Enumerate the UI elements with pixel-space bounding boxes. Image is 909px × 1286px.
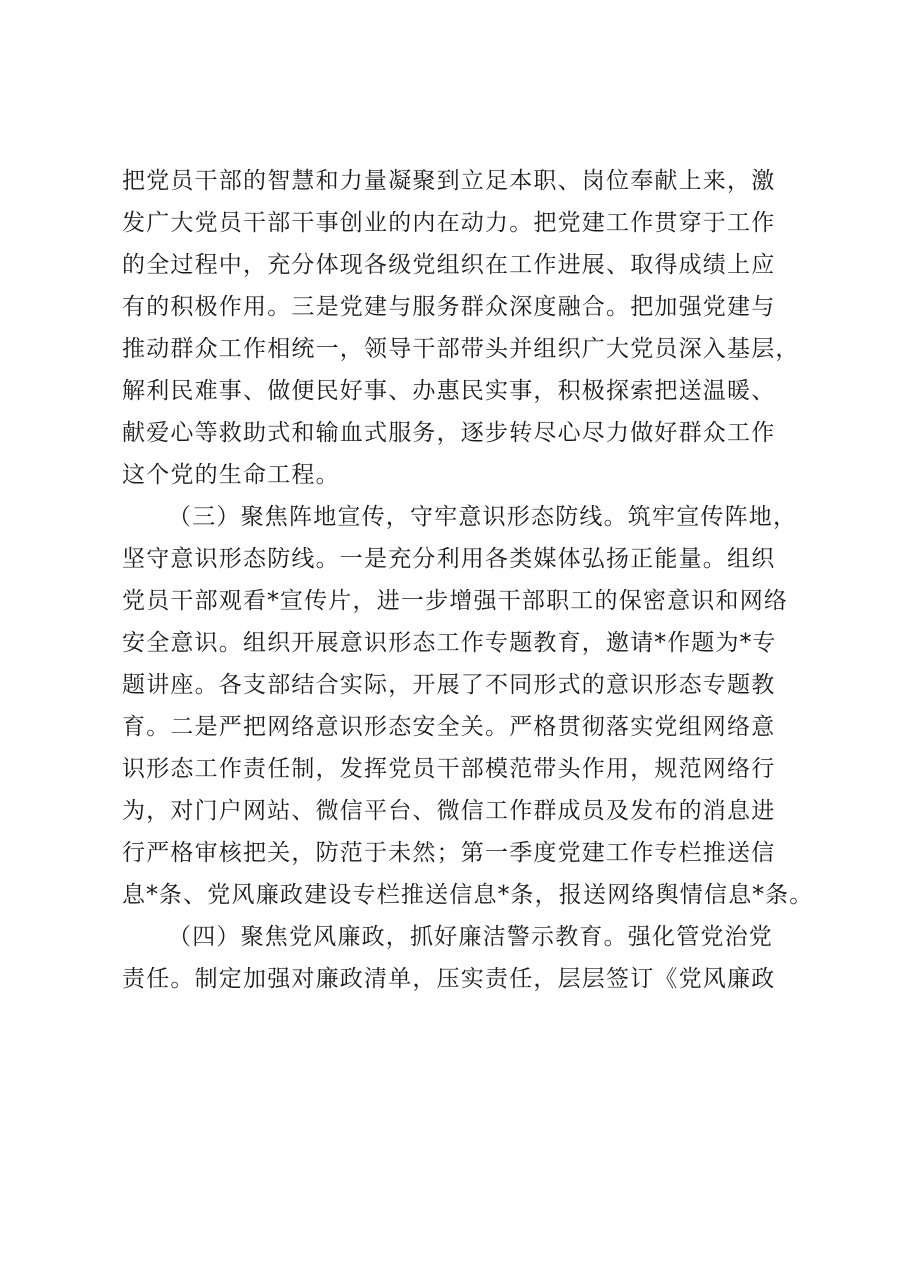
text-line: 的全过程中，充分体现各级党组织在工作进展、取得成绩上应 — [122, 252, 776, 278]
text-line: 推动群众工作相统一，领导干部带头并组织广大党员深入基层， — [122, 336, 800, 362]
text-line: 坚守意识形态防线。一是充分利用各类媒体弘扬正能量。组织 — [122, 546, 776, 572]
text-line: 责任。制定加强对廉政清单，压实责任，层层签订《党风廉政 — [122, 966, 776, 992]
text-line: 安全意识。组织开展意识形态工作专题教育，邀请*作题为*专 — [122, 630, 777, 656]
text-line: 为，对门户网站、微信平台、微信工作群成员及发布的消息进 — [122, 798, 776, 824]
section-heading-line: （三）聚焦阵地宣传，守牢意识形态防线。筑牢宣传阵地， — [168, 504, 798, 530]
text-line: 发广大党员干部干事创业的内在动力。把党建工作贯穿于工作 — [122, 210, 776, 236]
text-line: 行严格审核把关，防范于未然；第一季度党建工作专栏推送信 — [122, 840, 776, 866]
text-line: 题讲座。各支部结合实际，开展了不同形式的意识形态专题教 — [122, 672, 776, 698]
text-line: 党员干部观看*宣传片，进一步增强干部职工的保密意识和网络 — [122, 588, 789, 614]
text-line: 献爱心等救助式和输血式服务，逐步转尽心尽力做好群众工作 — [122, 420, 776, 446]
text-line: 解利民难事、做便民好事、办惠民实事，积极探索把送温暖、 — [122, 378, 776, 404]
section-heading-line: （四）聚焦党风廉政，抓好廉洁警示教育。强化管党治党 — [168, 924, 773, 950]
text-line: 有的积极作用。三是党建与服务群众深度融合。把加强党建与 — [122, 294, 776, 320]
document-body — [122, 160, 822, 1000]
text-line: 育。二是严把网络意识形态安全关。严格贯彻落实党组网络意 — [122, 714, 776, 740]
text-line: 这个党的生命工程。 — [122, 462, 340, 488]
text-line: 息*条、党风廉政建设专栏推送信息*条，报送网络舆情信息*条。 — [122, 882, 814, 908]
text-line: 把党员干部的智慧和力量凝聚到立足本职、岗位奉献上来，激 — [122, 168, 776, 194]
text-line: 识形态工作责任制，发挥党员干部模范带头作用，规范网络行 — [122, 756, 776, 782]
